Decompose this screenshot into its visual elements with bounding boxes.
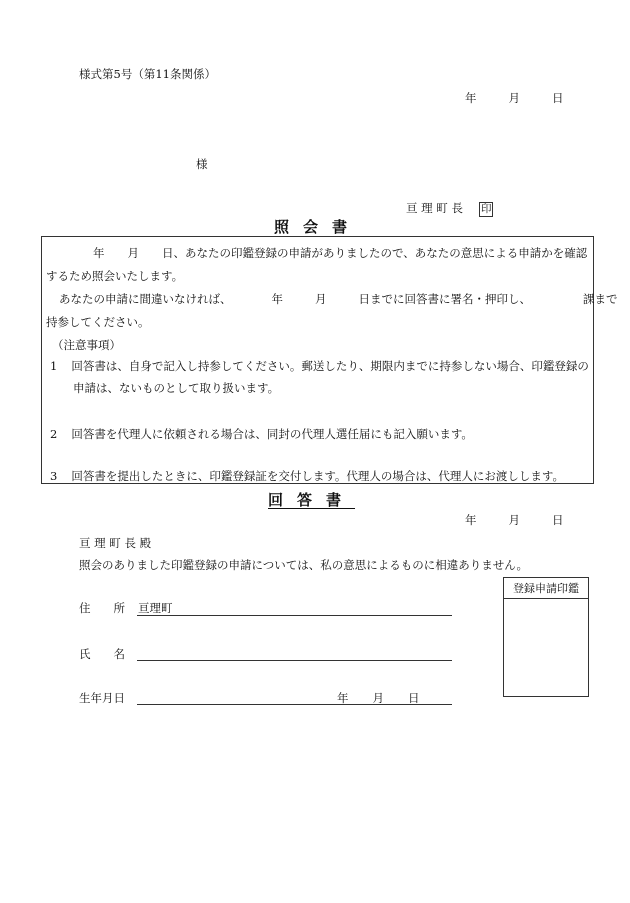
header-date-month: 月 bbox=[508, 91, 520, 105]
address-label: 住 所 bbox=[79, 601, 125, 615]
birth-month: 月 bbox=[372, 691, 384, 705]
note-2-number: 2 bbox=[50, 427, 58, 441]
note-3-line1: 回答書を提出したときに、印鑑登録証を交付します。代理人の場合は、代理人にお渡しします。 bbox=[71, 469, 564, 483]
reply-title: 回答書 bbox=[268, 491, 356, 509]
form-number: 様式第5号（第11条関係） bbox=[79, 67, 216, 81]
inquiry-box bbox=[41, 236, 618, 484]
header-date-day: 日 bbox=[552, 91, 564, 105]
registration-seal-box bbox=[503, 577, 589, 697]
note-2 bbox=[50, 426, 473, 442]
birth-label: 生年月日 bbox=[79, 691, 125, 705]
sender bbox=[406, 200, 493, 217]
reply-addressee: 亘 理 町 長 殿 bbox=[79, 536, 152, 550]
birth-year: 年 bbox=[337, 691, 349, 705]
reply-date-day: 日 bbox=[552, 513, 564, 527]
birth-line[interactable] bbox=[137, 704, 452, 705]
note-3-number: 3 bbox=[50, 469, 58, 483]
address-line bbox=[137, 615, 452, 616]
inquiry-para1-line1: 年 月 日、あなたの印鑑登録の申請がありましたので、あなたの意思による申請かを確認 bbox=[93, 246, 588, 260]
addressee-suffix: 様 bbox=[196, 157, 208, 171]
header-date bbox=[465, 90, 564, 106]
note-3 bbox=[50, 468, 564, 484]
inquiry-para2-line2: 持参してください。 bbox=[46, 315, 150, 329]
note-2-line1: 回答書を代理人に依頼される場合は、同封の代理人選任届にも記入願います。 bbox=[71, 427, 473, 441]
reply-date-month: 月 bbox=[508, 513, 520, 527]
address-value[interactable]: 亘理町 bbox=[138, 601, 173, 615]
note-1-line2: 申請は、ないものとして取り扱います。 bbox=[73, 381, 280, 395]
notes-heading: （注意事項） bbox=[52, 338, 121, 352]
seal-stamp: 印 bbox=[480, 203, 492, 215]
inquiry-para2-part1: あなたの申請に間違いなければ、 bbox=[59, 292, 232, 306]
inquiry-para1-line2: するため照会いたします。 bbox=[46, 269, 184, 283]
reply-date-year: 年 bbox=[465, 513, 477, 527]
header-date-year: 年 bbox=[465, 91, 477, 105]
birth-day: 日 bbox=[408, 691, 420, 705]
inquiry-para2-month: 月 bbox=[315, 292, 327, 306]
note-1 bbox=[50, 358, 589, 374]
inquiry-para2-line1 bbox=[59, 291, 618, 307]
reply-date bbox=[465, 512, 564, 528]
reply-statement: 照会のありました印鑑登録の申請については、私の意思によるものに相違ありません。 bbox=[79, 558, 528, 572]
inquiry-para2-dept: 課まで bbox=[583, 292, 618, 306]
name-label: 氏 名 bbox=[79, 647, 125, 661]
inquiry-title: 照会書 bbox=[274, 218, 362, 236]
sender-name: 亘 理 町 長 bbox=[406, 201, 463, 215]
note-1-line1: 回答書は、自身で記入し持参してください。郵送したり、期限内までに持参しない場合、印鑑登録の bbox=[71, 359, 589, 373]
inquiry-para2-day: 日までに回答書に署名・押印し、 bbox=[358, 292, 531, 306]
seal-box-label: 登録申請印鑑 bbox=[504, 578, 588, 599]
inquiry-para2-year: 年 bbox=[271, 292, 283, 306]
note-1-number: 1 bbox=[50, 359, 58, 373]
name-line[interactable] bbox=[137, 660, 452, 661]
